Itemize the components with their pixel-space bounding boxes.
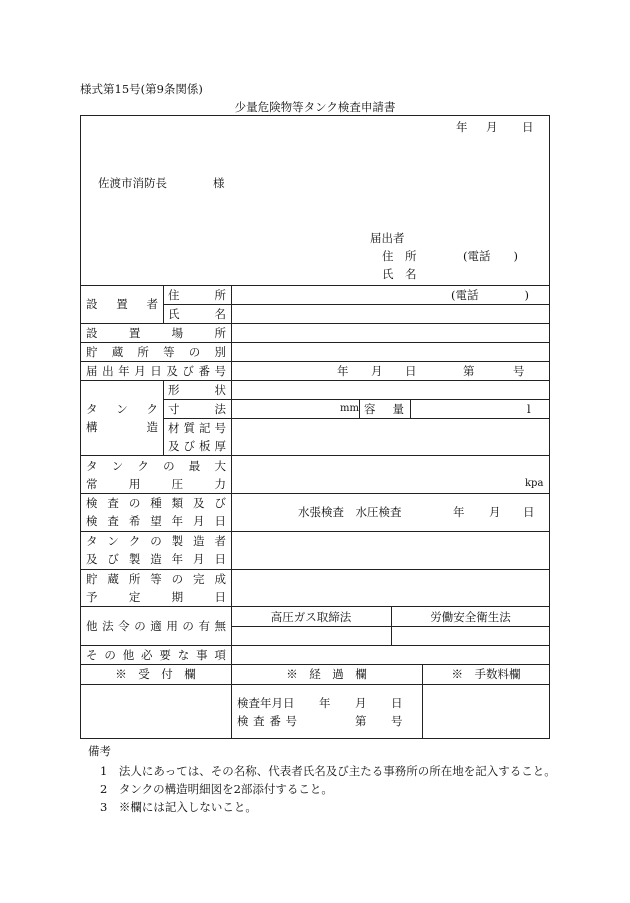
divider bbox=[80, 380, 550, 381]
tank-structure-label: タ ン ク bbox=[86, 402, 158, 416]
completion-label: 貯 蔵 所 等 の 完 成 bbox=[86, 572, 226, 586]
divider bbox=[80, 531, 550, 532]
note-item: 1 法人にあっては、その名称、代表者氏名及び主たる事務所の所在地を記入すること。 bbox=[100, 764, 556, 778]
notification-date-label: 届 出 年 月 日 及 び 番 号 bbox=[86, 364, 226, 378]
note-item: 2 タンクの構造明細図を2部添付すること。 bbox=[100, 782, 333, 796]
manufacturer-label: タ ン ク の 製 造 者 bbox=[86, 534, 226, 548]
inspection-year: 年 bbox=[453, 505, 465, 519]
fee-header: ※ 手数料欄 bbox=[451, 667, 521, 681]
installer-phone-label: (電話 ) bbox=[451, 288, 529, 302]
divider bbox=[163, 380, 164, 455]
dimensions-label: 寸 法 bbox=[168, 402, 226, 416]
applicant-label: 届出者 bbox=[370, 231, 405, 245]
divider bbox=[80, 342, 550, 343]
office-month: 月 bbox=[355, 696, 367, 710]
completion-label-2: 予 定 期 日 bbox=[86, 590, 226, 604]
tank-structure-label-2: 構 造 bbox=[86, 420, 158, 434]
inspection-month: 月 bbox=[489, 505, 501, 519]
law-2-label: 労働安全衛生法 bbox=[430, 610, 511, 624]
reception-header: ※ 受 付 欄 bbox=[115, 667, 196, 681]
mm-unit: mm bbox=[340, 403, 359, 414]
divider bbox=[163, 304, 550, 305]
notes-heading: 備考 bbox=[88, 744, 111, 758]
installer-address-label: 住 所 bbox=[168, 288, 226, 302]
notification-year: 年 bbox=[337, 364, 349, 378]
inspection-types: 水張検査 水圧検査 bbox=[298, 505, 402, 519]
other-laws-label: 他 法 令 の 適 用 の 有 無 bbox=[86, 619, 226, 633]
date-month-label: 月 bbox=[486, 120, 498, 134]
installer-name-label: 氏 名 bbox=[168, 307, 226, 321]
date-year-label: 年 bbox=[456, 120, 468, 134]
divider bbox=[80, 285, 550, 286]
form-number: 様式第15号(第9条関係) bbox=[80, 82, 203, 96]
material-label: 材 質 記 号 bbox=[168, 421, 226, 435]
divider bbox=[80, 664, 550, 665]
divider bbox=[163, 285, 164, 323]
storage-type-label: 貯 蔵 所 等 の 別 bbox=[86, 345, 226, 359]
divider bbox=[80, 645, 550, 646]
notification-day: 日 bbox=[405, 364, 417, 378]
notification-month: 月 bbox=[371, 364, 383, 378]
max-pressure-label-2: 常 用 圧 力 bbox=[86, 477, 226, 491]
divider bbox=[80, 361, 550, 362]
applicant-phone-label: (電話 ) bbox=[463, 249, 518, 263]
divider bbox=[231, 285, 232, 664]
manufacturer-label-2: 及 び 製 造 年 月 日 bbox=[86, 552, 226, 566]
divider bbox=[359, 399, 360, 418]
addressee-name: 佐渡市消防長 bbox=[98, 176, 167, 190]
divider bbox=[80, 323, 550, 324]
divider bbox=[80, 684, 550, 685]
progress-header: ※ 経 過 欄 bbox=[286, 667, 367, 681]
inspection-label-2: 検 査 希 望 年 月 日 bbox=[86, 514, 226, 528]
addressee-honorific: 様 bbox=[213, 176, 225, 190]
divider bbox=[163, 399, 550, 400]
inspection-day: 日 bbox=[523, 505, 535, 519]
liter-unit: l bbox=[527, 402, 531, 416]
divider bbox=[80, 606, 550, 607]
inspection-date-label: 検査年月日 bbox=[237, 696, 295, 710]
office-year: 年 bbox=[319, 696, 331, 710]
other-matters-label: そ の 他 必 要 な 事 項 bbox=[86, 648, 226, 662]
office-go: 号 bbox=[391, 714, 403, 728]
office-no: 第 bbox=[355, 714, 367, 728]
applicant-address-label: 住 所 bbox=[382, 249, 417, 263]
notification-go: 号 bbox=[513, 364, 525, 378]
note-item: 3 ※欄には記入しないこと。 bbox=[100, 800, 257, 814]
capacity-label: 容 量 bbox=[364, 402, 404, 416]
divider bbox=[80, 569, 550, 570]
divider bbox=[80, 455, 550, 456]
divider bbox=[410, 399, 411, 418]
divider bbox=[80, 493, 550, 494]
notification-no: 第 bbox=[463, 364, 475, 378]
max-pressure-label: タ ン ク の 最 大 bbox=[86, 459, 226, 473]
kpa-unit: kpa bbox=[525, 478, 544, 489]
material-label-2: 及 び 板 厚 bbox=[168, 439, 226, 453]
location-label: 設 置 場 所 bbox=[86, 326, 226, 340]
inspection-label: 検 査 の 種 類 及 び bbox=[86, 496, 226, 510]
form-title: 少量危険物等タンク検査申請書 bbox=[234, 100, 396, 114]
applicant-name-label: 氏 名 bbox=[382, 267, 417, 281]
divider bbox=[163, 418, 550, 419]
office-day: 日 bbox=[391, 696, 403, 710]
inspection-no-label: 検 査 番 号 bbox=[237, 714, 297, 728]
shape-label: 形 状 bbox=[168, 383, 226, 397]
law-1-label: 高圧ガス取締法 bbox=[270, 610, 352, 624]
date-day-label: 日 bbox=[522, 120, 534, 134]
installer-label: 設 置 者 bbox=[86, 297, 158, 311]
